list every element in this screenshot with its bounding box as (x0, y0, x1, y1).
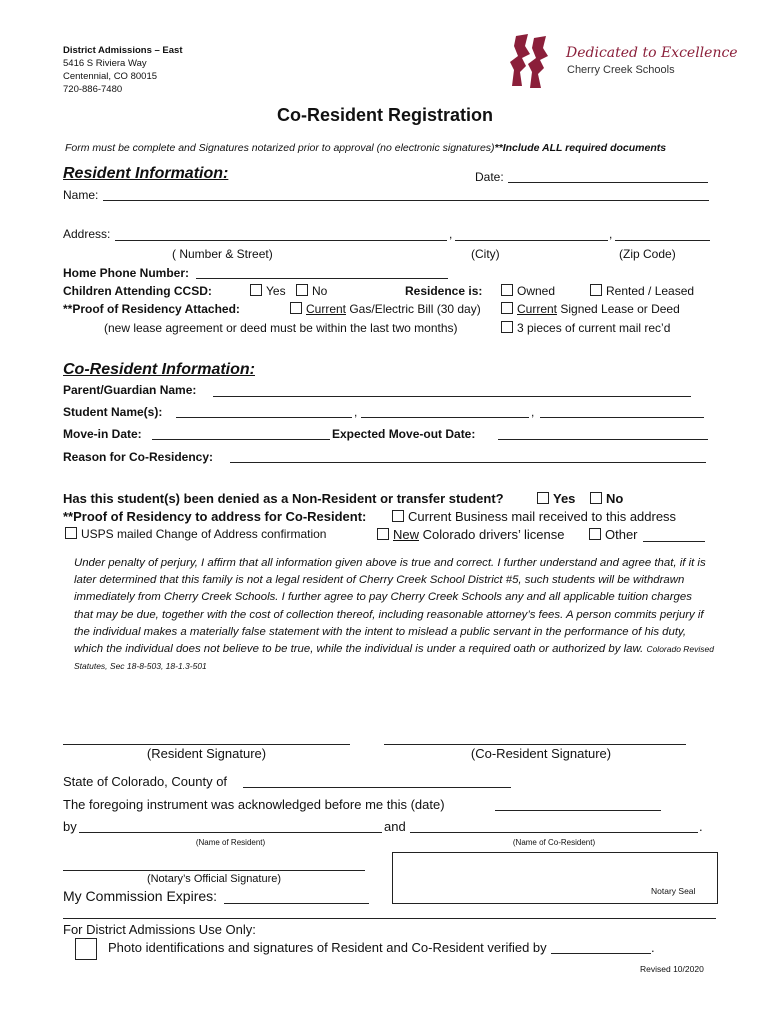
denied-no-checkbox[interactable] (590, 492, 602, 504)
home-phone-field[interactable] (196, 278, 448, 279)
acknowledged-label: The foregoing instrument was acknowledged before me this (date) (63, 797, 445, 812)
street-sublabel: ( Number & Street) (172, 247, 273, 261)
notary-seal-box (392, 852, 718, 904)
form-title: Co-Resident Registration (276, 105, 494, 125)
residence-label: Residence is: (405, 284, 483, 298)
home-phone-label: Home Phone Number: (63, 266, 190, 280)
parent-guardian-field[interactable] (213, 396, 691, 397)
movein-field[interactable] (152, 439, 330, 440)
gas-bill-checkbox[interactable] (290, 302, 302, 314)
zip-field[interactable] (615, 240, 710, 241)
lease-deed-option[interactable]: Current Signed Lease or Deed (501, 302, 680, 316)
other-field[interactable] (643, 541, 705, 542)
commission-field[interactable] (224, 903, 369, 904)
photo-id-label: Photo identifications and signatures of Resident and Co-Resident verified by (108, 940, 547, 955)
date-field[interactable] (508, 182, 708, 183)
rented-option[interactable]: Rented / Leased (590, 284, 694, 298)
logo-tagline: Dedicated to Excellence (566, 45, 738, 61)
other-option[interactable]: Other (589, 527, 638, 542)
form-instructions: Form must be complete and Signatures notarized prior to approval (no electronic signatures)**Include ALL required documents (65, 142, 667, 154)
proof-residency-label: **Proof of Residency Attached: (63, 302, 240, 316)
address-comma-2: , (609, 227, 613, 241)
rented-checkbox[interactable] (590, 284, 602, 296)
usps-option[interactable]: USPS mailed Change of Address confirmation (65, 527, 326, 541)
children-attending-label: Children Attending CCSD: (63, 284, 212, 298)
new-lease-note: (new lease agreement or deed must be within the last two months) (104, 321, 458, 335)
city-sublabel: (City) (471, 247, 500, 261)
resident-name-field[interactable] (103, 200, 709, 201)
office-name: District Admissions – East (63, 45, 183, 56)
notary-signature-label: (Notary’s Official Signature) (146, 873, 282, 885)
student-name-field-2[interactable] (361, 417, 529, 418)
perjury-statement: Under penalty of perjury, I affirm that all information given above is true and correct. I further understand and agree that, if it is later determined that this family is not a legal resident of Cherry Creek School District #5, such students will be withdrawn immediately from Cherry Creek Schools. I further agree to pay Cherry Creek Schools any and all applicable tuition charges that may be due, together with the cost of collection thereof, including reasonable attorney’s fees. A person commits perjury if the individual makes a materially false statement with the intent to mislead a public servant in the performance of his duty, which the individual does not believe to be true, while the individual is under a required oath or authorized by law. Colorado Revised Statutes, Sec 18-8-503, 18-1.3-501 (74, 557, 715, 672)
gas-bill-option[interactable]: Current Gas/Electric Bill (30 day) (290, 302, 481, 316)
reason-field[interactable] (230, 462, 706, 463)
denied-no-option[interactable]: No (590, 491, 623, 506)
student-names-label: Student Name(s): (63, 405, 163, 419)
children-no-option[interactable]: No (296, 284, 327, 298)
resident-signature-label: (Resident Signature) (146, 746, 267, 761)
movein-label: Move-in Date: (63, 427, 142, 441)
children-no-checkbox[interactable] (296, 284, 308, 296)
denied-yes-checkbox[interactable] (537, 492, 549, 504)
mail-pieces-option[interactable]: 3 pieces of current mail rec’d (501, 321, 670, 335)
logo-district-name: Cherry Creek Schools (567, 64, 675, 76)
street-field[interactable] (115, 240, 447, 241)
address-comma-1: , (449, 227, 453, 241)
acknowledged-date-field[interactable] (495, 810, 661, 811)
notary-seal-label: Notary Seal (651, 886, 696, 896)
zip-sublabel: (Zip Code) (619, 247, 676, 261)
drivers-license-option[interactable]: New Colorado drivers’ license (377, 527, 565, 542)
city-field[interactable] (455, 240, 608, 241)
moveout-label: Expected Move-out Date: (332, 427, 476, 441)
owned-option[interactable]: Owned (501, 284, 555, 298)
state-county-label: State of Colorado, County of (63, 774, 228, 789)
reason-label: Reason for Co-Residency: (63, 450, 214, 464)
period-mark: . (699, 819, 703, 834)
name-of-coresident-label: (Name of Co-Resident) (512, 838, 596, 847)
children-yes-option[interactable]: Yes (250, 284, 286, 298)
usps-checkbox[interactable] (65, 527, 77, 539)
denied-yes-option[interactable]: Yes (537, 491, 575, 506)
resident-name-print-field[interactable] (79, 832, 382, 833)
office-phone: 720-886-7480 (63, 84, 123, 95)
student-comma-2: , (531, 405, 535, 419)
other-checkbox[interactable] (589, 528, 601, 540)
business-mail-option[interactable]: Current Business mail received to this address (392, 509, 676, 524)
student-comma-1: , (354, 405, 358, 419)
moveout-field[interactable] (498, 439, 708, 440)
by-label: by (63, 819, 77, 834)
date-label: Date: (475, 170, 504, 184)
district-use-label: For District Admissions Use Only: (63, 922, 256, 937)
student-name-field-3[interactable] (540, 417, 704, 418)
business-mail-checkbox[interactable] (392, 510, 404, 522)
name-of-resident-label: (Name of Resident) (195, 838, 266, 847)
drivers-license-checkbox[interactable] (377, 528, 389, 540)
coresident-signature-label: (Co-Resident Signature) (470, 746, 612, 761)
coresident-proof-label: **Proof of Residency to address for Co-Resident: (63, 509, 367, 524)
verified-period: . (651, 940, 655, 955)
resident-signature-field[interactable] (63, 744, 350, 745)
lease-deed-checkbox[interactable] (501, 302, 513, 314)
county-field[interactable] (243, 787, 511, 788)
coresident-name-print-field[interactable] (410, 832, 698, 833)
verified-by-field[interactable] (551, 953, 651, 954)
commission-label: My Commission Expires: (63, 888, 218, 904)
district-verified-checkbox[interactable] (75, 938, 97, 960)
parent-guardian-label: Parent/Guardian Name: (63, 383, 197, 397)
district-logo (508, 32, 558, 95)
owned-checkbox[interactable] (501, 284, 513, 296)
denied-question: Has this student(s) been denied as a Non-Resident or transfer student? (63, 491, 504, 506)
coresident-heading: Co-Resident Information: (63, 361, 255, 378)
statute-citation: Colorado Revised Statutes, Sec 18-8-503, 18-1.3-501 (74, 644, 715, 672)
address-label: Address: (63, 227, 111, 241)
mail-pieces-checkbox[interactable] (501, 321, 513, 333)
revised-date: Revised 10/2020 (640, 964, 704, 974)
notary-signature-field[interactable] (63, 870, 365, 871)
name-label: Name: (63, 188, 99, 202)
office-city: Centennial, CO 80015 (63, 71, 158, 82)
district-use-divider (63, 918, 716, 919)
student-name-field-1[interactable] (176, 417, 352, 418)
district-logo-icon (508, 32, 558, 90)
resident-heading: Resident Information: (63, 165, 229, 182)
coresident-signature-field[interactable] (384, 744, 686, 745)
children-yes-checkbox[interactable] (250, 284, 262, 296)
and-label: and (384, 819, 406, 834)
office-street: 5416 S Riviera Way (63, 58, 147, 69)
